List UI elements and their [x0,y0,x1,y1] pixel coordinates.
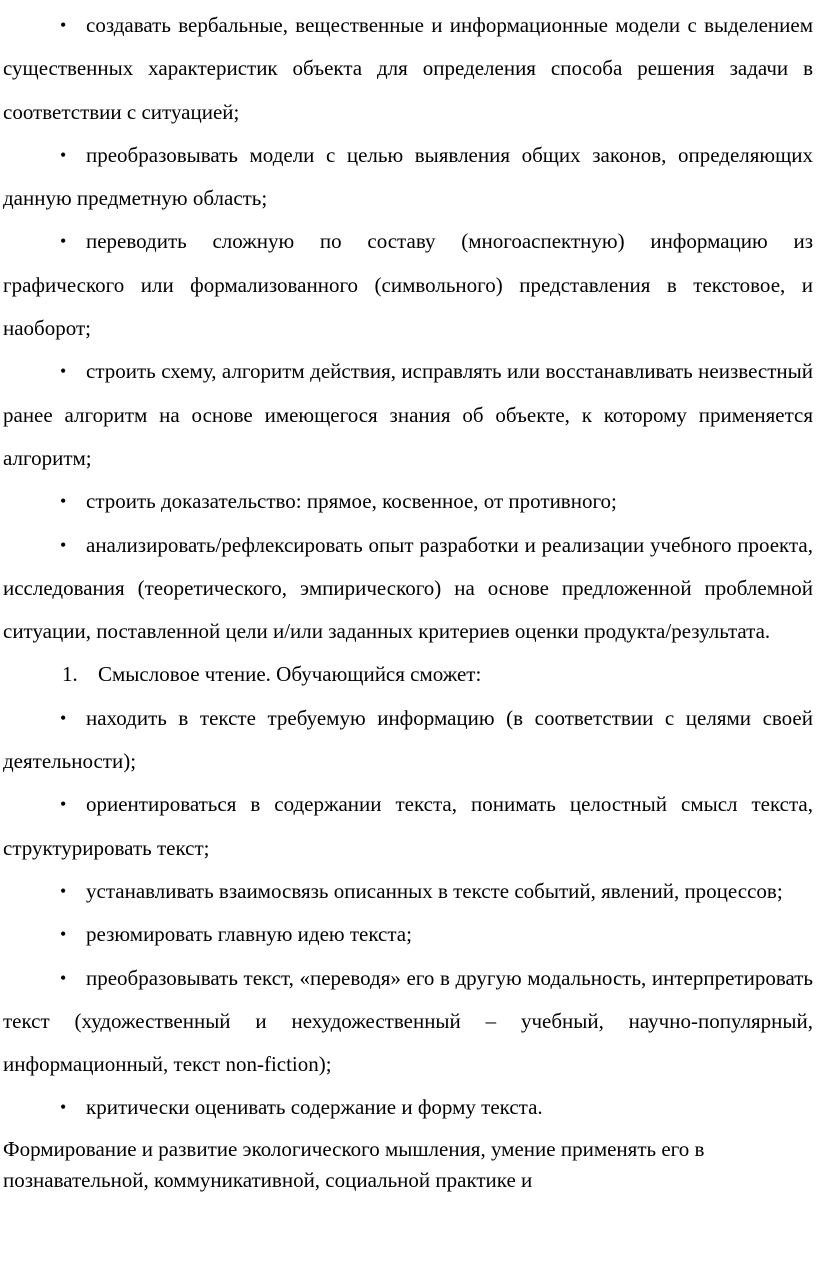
list-item [3,783,813,870]
bullet-icon: • [60,15,67,35]
list-number: 1. [62,662,78,687]
list-item [3,957,813,1087]
closing-paragraph: Формирование и развитие экологического мышления, умение применять его в познавательной, коммуникативной, социальной практике и [3,1136,705,1192]
list-item [3,1086,813,1129]
list-item-text: переводить сложную по составу (многоаспектную) информацию из графического или формализованного (символьного) представления в текстовое, и наоборот; [3,229,813,341]
list-item-text: находить в тексте требуемую информацию (в соответствии с целями своей деятельности); [3,705,813,774]
bullet-icon: • [60,1097,67,1118]
list-item-text: критически оценивать содержание и форму текста. [86,1095,543,1120]
list-item [3,134,813,221]
bullet-icon: • [60,231,67,252]
list-item [3,220,813,350]
bullet-icon: • [60,794,67,815]
bullet-icon: • [60,534,67,555]
list-item [3,524,813,654]
list-item [3,480,813,523]
list-item-text: ориентироваться в содержании текста, понимать целостный смысл текста, структурировать текст; [3,792,813,860]
list-item-text: резюмировать главную идею текста; [86,922,412,947]
list-item-text: анализировать/рефлексировать опыт разработки и реализации учебного проекта, исследования (теоретического, эмпирического) на основе предложенной проблемной ситуации, поставленной цели и/или заданных критериев оценки продукта/результата. [3,532,813,644]
list-item-text: создавать вербальные, вещественные и информационные модели с выделением существенных характеристик объекта для определения способа решения задачи в соответствии с ситуацией; [3,13,813,124]
bullet-icon: • [60,491,67,512]
list-item-text: строить схему, алгоритм действия, исправлять или восстанавливать неизвестный ранее алгоритм на основе имеющегося знания об объекте, к которому применяется алгоритм; [3,359,813,470]
bullet-icon: • [60,880,67,901]
list-item-text: преобразовывать модели с целью выявления общих законов, определяющих данную предметную область; [3,142,813,211]
bullet-icon: • [60,707,67,728]
bullet-icon: • [60,924,67,945]
list-item [3,4,813,134]
list-item [3,350,813,480]
list-item-text: устанавливать взаимосвязь описанных в тексте событий, явлений, процессов; [86,878,783,903]
numbered-heading-text: Смысловое чтение. Обучающийся сможет: [98,662,482,687]
bullet-icon: • [60,361,67,382]
list-item [3,697,813,784]
list-item [3,913,813,956]
bullet-icon: • [60,967,67,988]
numbered-heading [3,653,813,696]
bullet-icon: • [60,144,67,165]
list-item [3,870,813,913]
list-item-text: преобразовывать текст, «переводя» его в другую модальность, интерпретировать текст (художественный и нехудожественный – учебный, научно-популярный, информационный, текст non-fiction); [3,965,813,1077]
list-item-text: строить доказательство: прямое, косвенное, от противного; [86,489,617,514]
